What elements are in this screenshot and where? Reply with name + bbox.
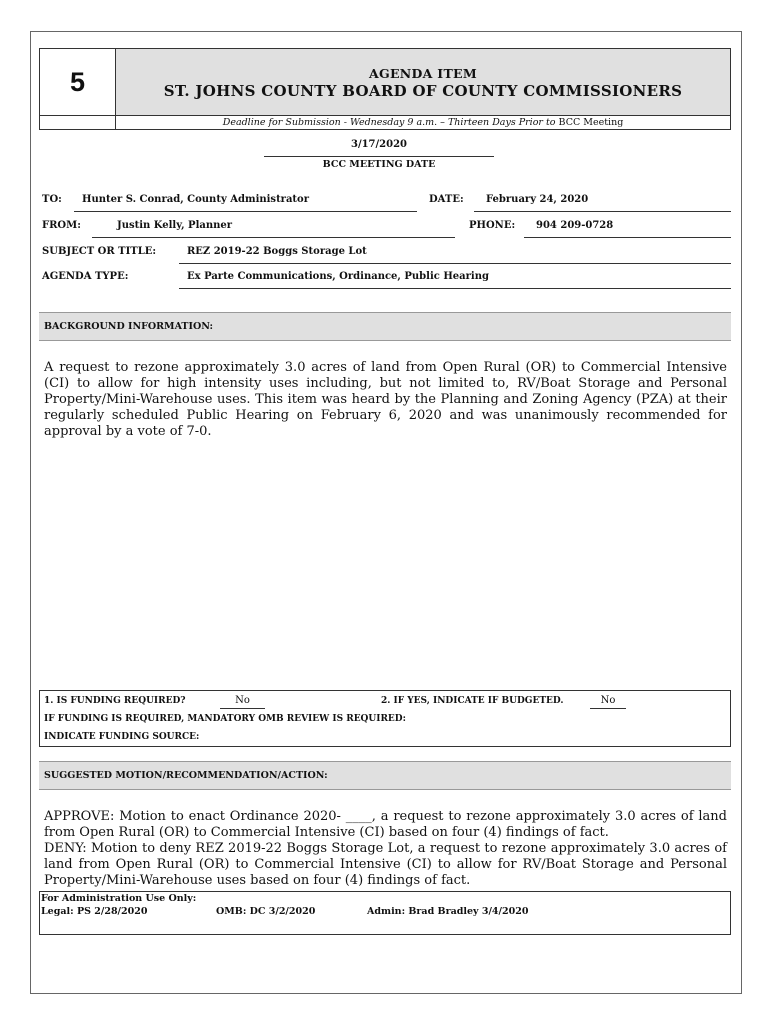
funding-source-label: INDICATE FUNDING SOURCE: bbox=[44, 732, 200, 742]
submission-deadline bbox=[115, 116, 731, 130]
subject-label: SUBJECT OR TITLE: bbox=[42, 246, 157, 257]
agenda-type-label: AGENDA TYPE: bbox=[42, 271, 129, 282]
agenda-title-line2: ST. JOHNS COUNTY BOARD OF COUNTY COMMISSIONERS bbox=[163, 82, 683, 100]
background-heading: BACKGROUND INFORMATION: bbox=[39, 312, 731, 341]
phone-value: 904 209-0728 bbox=[536, 220, 614, 231]
date-value: February 24, 2020 bbox=[486, 194, 589, 205]
omb-review: OMB: DC 3/2/2020 bbox=[216, 906, 316, 917]
date-underline bbox=[474, 211, 731, 212]
agenda-type-underline bbox=[179, 288, 731, 289]
from-label: FROM: bbox=[42, 220, 81, 231]
administration-box bbox=[39, 891, 731, 935]
omb-review-note: IF FUNDING IS REQUIRED, MANDATORY OMB REVIEW IS REQUIRED: bbox=[44, 714, 406, 724]
funding-box bbox=[39, 690, 731, 747]
agenda-page bbox=[30, 31, 742, 994]
to-underline bbox=[74, 211, 417, 212]
subject-underline bbox=[179, 263, 731, 264]
agenda-title-line1: AGENDA ITEM bbox=[368, 66, 478, 81]
legal-review: Legal: PS 2/28/2020 bbox=[41, 906, 148, 917]
to-value: Hunter S. Conrad, County Administrator bbox=[82, 194, 309, 205]
to-label: TO: bbox=[42, 194, 62, 205]
agenda-type-value: Ex Parte Communications, Ordinance, Public Hearing bbox=[187, 271, 489, 282]
meeting-date-divider bbox=[264, 156, 494, 157]
deadline-suffix: BCC Meeting bbox=[558, 117, 624, 128]
motion-heading: SUGGESTED MOTION/RECOMMENDATION/ACTION: bbox=[39, 761, 731, 790]
agenda-title-box bbox=[115, 48, 731, 116]
from-value: Justin Kelly, Planner bbox=[117, 220, 233, 231]
deadline-prefix: Deadline for Submission - Wednesday 9 a.m. – Thirteen Days Prior to bbox=[222, 117, 559, 128]
budgeted-label: 2. IF YES, INDICATE IF BUDGETED. bbox=[381, 696, 564, 706]
funding-required-label: 1. IS FUNDING REQUIRED? bbox=[44, 696, 186, 706]
motion-deny-text: DENY: Motion to deny REZ 2019-22 Boggs Storage Lot, a request to rezone approximately 3.0 acres of land from Open Rural (OR) to Commercial Intensive (CI) to allow for RV/Boat Storage and Personal Property/Mini-Warehouse uses based on four (4) findings of fact. bbox=[44, 841, 727, 888]
agenda-item-number: 5 bbox=[39, 48, 115, 116]
funding-required-value: No bbox=[220, 694, 265, 709]
admin-heading: For Administration Use Only: bbox=[41, 893, 197, 904]
date-label: DATE: bbox=[429, 194, 464, 205]
from-underline bbox=[92, 237, 455, 238]
bcc-meeting-date: 3/17/2020 bbox=[350, 139, 407, 150]
bcc-meeting-date-label: BCC MEETING DATE bbox=[322, 159, 436, 170]
phone-label: PHONE: bbox=[469, 220, 516, 231]
motion-approve-text: APPROVE: Motion to enact Ordinance 2020- ____, a request to rezone approximately 3.0 acres of land from Open Rural (OR) to Commercial Intensive (CI) based on four (4) findings of fact. bbox=[44, 809, 727, 840]
background-text: A request to rezone approximately 3.0 acres of land from Open Rural (OR) to Commercial Intensive (CI) to allow for high intensity uses including, but not limited to, RV/Boat Storage and Personal Property/Mini-Warehouse uses. This item was heard by the Planning and Zoning Agency (PZA) at their regularly scheduled Public Hearing on February 6, 2020 and was unanimously recommended for approval by a vote of 7-0. bbox=[44, 360, 727, 439]
budgeted-value: No bbox=[590, 694, 626, 709]
header-spacer-cell bbox=[39, 116, 115, 130]
subject-value: REZ 2019-22 Boggs Storage Lot bbox=[187, 246, 367, 257]
phone-underline bbox=[524, 237, 731, 238]
admin-review: Admin: Brad Bradley 3/4/2020 bbox=[367, 906, 529, 917]
